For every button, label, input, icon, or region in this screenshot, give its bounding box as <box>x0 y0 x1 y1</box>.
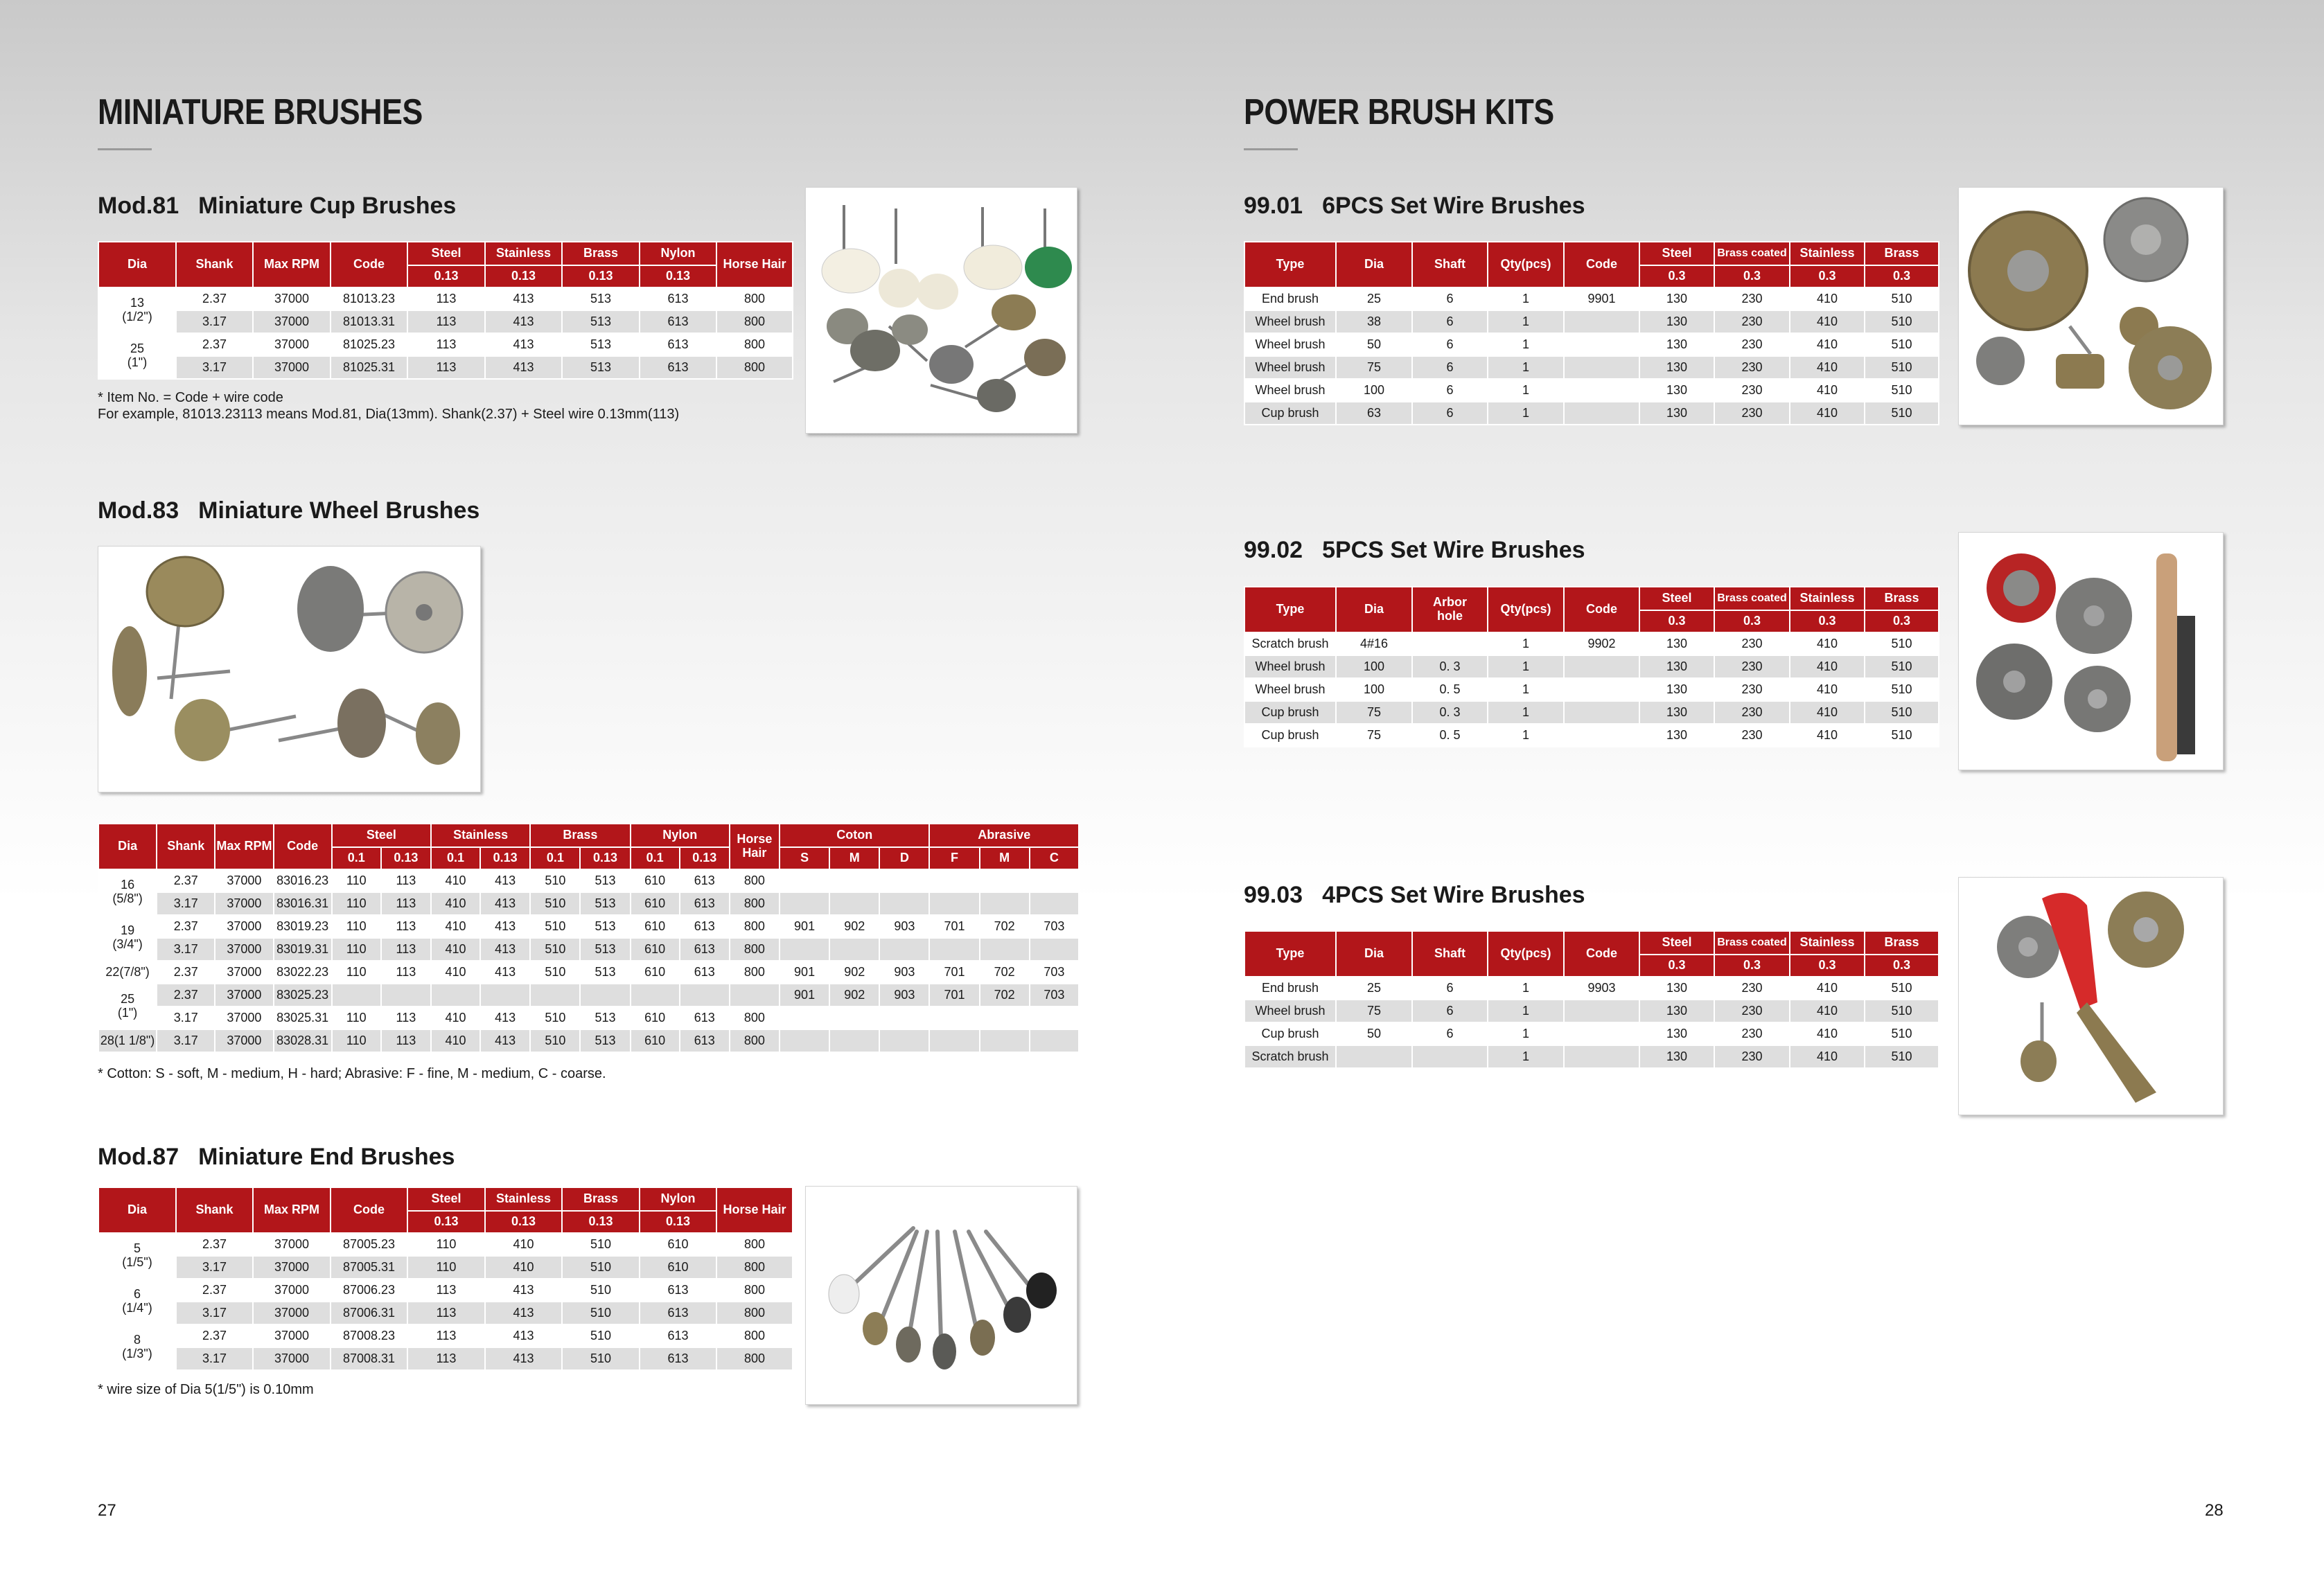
col-maxrpm: Max RPM <box>253 242 331 287</box>
col-brass-coated: Brass coated <box>1714 242 1790 265</box>
table-row: Cup brush 75 0. 5 1 130 230 410 510 <box>1244 724 1939 747</box>
col-stainless: Stainless <box>1790 242 1865 265</box>
dia-cell: 13 (1/2") <box>98 287 176 333</box>
table-row: 3.17 37000 87008.31 113 413 510 613 800 <box>98 1347 793 1370</box>
kit1-code: 99.01 <box>1244 193 1303 219</box>
mod81-note-2: For example, 81013.23113 means Mod.81, Dia(13mm). Shank(2.37) + Steel wire 0.13mm(113) <box>98 407 680 422</box>
table-row: Wheel brush 100 6 1 130 230 410 510 <box>1244 379 1939 402</box>
col-arbor-hole: Arbor hole <box>1412 587 1488 632</box>
grade-c: C <box>1030 847 1079 869</box>
wire-size: 0.13 <box>640 265 716 287</box>
col-steel: Steel <box>1639 587 1714 610</box>
mod81-heading <box>98 193 456 220</box>
mod81-table <box>98 241 793 380</box>
table-row: End brush 25 6 1 9901 130 230 410 510 <box>1244 287 1939 310</box>
wire-size: 0.3 <box>1639 265 1714 287</box>
grade-f: F <box>929 847 979 869</box>
mod83-code: Mod.83 <box>98 497 179 524</box>
wire-size: 0.1 <box>631 847 680 869</box>
right-page-title: POWER BRUSH KITS <box>1244 92 1554 132</box>
col-type: Type <box>1244 931 1336 977</box>
kit1-photo <box>1958 187 2224 425</box>
wire-size: 0.3 <box>1714 955 1790 977</box>
mod83-heading <box>98 497 479 524</box>
col-type: Type <box>1244 242 1336 287</box>
table-row: 19 (3/4") 2.37 37000 83019.23 110 113 410 413 510 513 610 613 800 901 902 903 701 702 703 <box>98 915 1079 938</box>
col-stainless: Stainless <box>1790 587 1865 610</box>
col-horsehair: Horse Hair <box>716 242 793 287</box>
table-row: 3.17 37000 83019.31 110 113 410 413 510 513 610 613 800 <box>98 938 1079 961</box>
dia-cell: 5 (1/5") <box>98 1233 176 1279</box>
wire-size: 0.13 <box>407 1211 485 1233</box>
wire-size: 0.3 <box>1865 265 1939 287</box>
dia-cell: 28(1 1/8") <box>98 1029 157 1052</box>
title-rule <box>1244 148 1298 150</box>
kit1-heading <box>1244 193 1585 220</box>
table-row: 3.17 37000 87005.31 110 410 510 610 800 <box>98 1256 793 1279</box>
col-brass: Brass <box>562 242 640 265</box>
wire-size: 0.1 <box>431 847 480 869</box>
mod83-name: Miniature Wheel Brushes <box>198 497 480 524</box>
wire-size: 0.13 <box>485 1211 562 1233</box>
table-row: Wheel brush 75 6 1 130 230 410 510 <box>1244 356 1939 379</box>
table-row: Wheel brush 50 6 1 130 230 410 510 <box>1244 333 1939 356</box>
mod87-name: Miniature End Brushes <box>198 1144 455 1170</box>
page-number-right: 28 <box>2205 1501 2224 1520</box>
mod81-name: Miniature Cup Brushes <box>198 193 457 219</box>
mod83-table <box>98 823 1080 1053</box>
col-stainless: Stainless <box>431 824 530 847</box>
kit3-heading <box>1244 882 1585 909</box>
table-row: 3.17 37000 83025.31 110 113 410 413 510 513 610 613 800 <box>98 1007 1079 1029</box>
wire-size: 0.1 <box>332 847 381 869</box>
kit2-illustration <box>1959 533 2224 770</box>
mod87-table <box>98 1187 793 1371</box>
kit2-table <box>1244 586 1939 747</box>
col-code: Code <box>331 1187 407 1233</box>
table-row: Wheel brush 75 6 1 130 230 410 510 <box>1244 1000 1939 1022</box>
wire-size: 0.13 <box>580 847 630 869</box>
wire-size: 0.3 <box>1790 610 1865 632</box>
grade-m: M <box>980 847 1030 869</box>
table-row: 3.17 37000 81025.31 113 413 513 613 800 <box>98 356 793 379</box>
col-nylon: Nylon <box>640 1187 716 1211</box>
col-dia: Dia <box>1336 931 1412 977</box>
col-qty: Qty(pcs) <box>1488 931 1564 977</box>
table-row: 3.17 37000 87006.31 113 413 510 613 800 <box>98 1302 793 1324</box>
col-maxrpm: Max RPM <box>215 824 273 869</box>
dia-cell: 16 (5/8") <box>98 869 157 915</box>
col-brass: Brass <box>530 824 630 847</box>
table-row: Wheel brush 100 0. 5 1 130 230 410 510 <box>1244 678 1939 701</box>
col-code: Code <box>1564 587 1639 632</box>
end-brushes-photo <box>805 1186 1077 1405</box>
title-rule <box>98 148 152 150</box>
grade-d: D <box>879 847 929 869</box>
left-page-title: MINIATURE BRUSHES <box>98 92 423 132</box>
table-row: 8 (1/3") 2.37 37000 87008.23 113 413 510 613 800 <box>98 1324 793 1347</box>
col-dia: Dia <box>98 824 157 869</box>
wire-size: 0.3 <box>1714 610 1790 632</box>
grade-s: S <box>780 847 829 869</box>
mod81-note-1: * Item No. = Code + wire code <box>98 390 283 405</box>
col-brass: Brass <box>1865 931 1939 955</box>
kit1-name: 6PCS Set Wire Brushes <box>1322 193 1585 219</box>
table-row: End brush 25 6 1 9903 130 230 410 510 <box>1244 977 1939 1000</box>
col-shank: Shank <box>176 242 253 287</box>
kit2-name: 5PCS Set Wire Brushes <box>1322 537 1585 563</box>
col-dia: Dia <box>98 242 176 287</box>
col-nylon: Nylon <box>631 824 730 847</box>
wheel-brushes-illustration <box>98 547 481 792</box>
col-nylon: Nylon <box>640 242 716 265</box>
table-row: 22(7/8") 2.37 37000 83022.23 110 113 410 413 510 513 610 613 800 901 902 903 701 702 703 <box>98 961 1079 984</box>
table-row: Scratch brush 1 130 230 410 510 <box>1244 1045 1939 1068</box>
col-horsehair: Horse Hair <box>730 824 780 869</box>
col-steel: Steel <box>332 824 431 847</box>
col-brass-coated: Brass coated <box>1714 931 1790 955</box>
col-type: Type <box>1244 587 1336 632</box>
wire-size: 0.13 <box>407 265 485 287</box>
dia-cell: 22(7/8") <box>98 961 157 984</box>
kit3-name: 4PCS Set Wire Brushes <box>1322 882 1585 908</box>
col-qty: Qty(pcs) <box>1488 587 1564 632</box>
col-brass: Brass <box>562 1187 640 1211</box>
col-shaft: Shaft <box>1412 931 1488 977</box>
wire-size: 0.3 <box>1790 265 1865 287</box>
col-steel: Steel <box>1639 931 1714 955</box>
col-dia: Dia <box>1336 587 1412 632</box>
wire-size: 0.13 <box>562 1211 640 1233</box>
cup-brushes-illustration <box>806 188 1077 434</box>
wire-size: 0.3 <box>1865 610 1939 632</box>
col-brass: Brass <box>1865 587 1939 610</box>
table-row: 6 (1/4") 2.37 37000 87006.23 113 413 510 613 800 <box>98 1279 793 1302</box>
dia-cell: 19 (3/4") <box>98 915 157 961</box>
wire-size: 0.3 <box>1639 610 1714 632</box>
dia-cell: 25 (1") <box>98 984 157 1029</box>
kit3-code: 99.03 <box>1244 882 1303 908</box>
wire-size: 0.13 <box>640 1211 716 1233</box>
wire-size: 0.13 <box>381 847 431 869</box>
mod87-heading <box>98 1144 455 1171</box>
wire-size: 0.13 <box>680 847 730 869</box>
kit2-code: 99.02 <box>1244 537 1303 563</box>
col-steel: Steel <box>1639 242 1714 265</box>
wire-size: 0.3 <box>1865 955 1939 977</box>
page-number-left: 27 <box>98 1501 116 1520</box>
col-steel: Steel <box>407 242 485 265</box>
mod83-note: * Cotton: S - soft, M - medium, H - hard; Abrasive: F - fine, M - medium, C - coarse. <box>98 1066 606 1081</box>
col-shank: Shank <box>176 1187 253 1233</box>
kit1-table <box>1244 241 1939 425</box>
table-row: 3.17 37000 81013.31 113 413 513 613 800 <box>98 310 793 333</box>
col-code: Code <box>1564 242 1639 287</box>
table-row: Cup brush 75 0. 3 1 130 230 410 510 <box>1244 701 1939 724</box>
wire-size: 0.3 <box>1714 265 1790 287</box>
wheel-brushes-photo <box>98 546 481 792</box>
table-row: 25 (1") 2.37 37000 83025.23 901 902 903 701 702 703 <box>98 984 1079 1007</box>
wire-size: 0.13 <box>562 265 640 287</box>
grade-m: M <box>829 847 879 869</box>
col-brass-coated: Brass coated <box>1714 587 1790 610</box>
dia-cell: 25 (1") <box>98 333 176 379</box>
table-row: Cup brush 63 6 1 130 230 410 510 <box>1244 402 1939 425</box>
table-row: 13 (1/2") 2.37 37000 81013.23 113 413 513 613 800 <box>98 287 793 310</box>
mod81-code: Mod.81 <box>98 193 179 219</box>
cup-brushes-photo <box>805 187 1077 434</box>
col-shank: Shank <box>157 824 215 869</box>
table-row: Wheel brush 100 0. 3 1 130 230 410 510 <box>1244 655 1939 678</box>
col-maxrpm: Max RPM <box>253 1187 331 1233</box>
col-stainless: Stainless <box>485 242 562 265</box>
kit3-illustration <box>1959 878 2224 1115</box>
kit1-illustration <box>1959 188 2224 425</box>
dia-cell: 8 (1/3") <box>98 1324 176 1370</box>
wire-size: 0.13 <box>485 265 562 287</box>
dia-cell: 6 (1/4") <box>98 1279 176 1324</box>
mod87-note: * wire size of Dia 5(1/5") is 0.10mm <box>98 1382 314 1397</box>
table-row: 5 (1/5") 2.37 37000 87005.23 110 410 510 610 800 <box>98 1233 793 1256</box>
mod87-code: Mod.87 <box>98 1144 179 1170</box>
col-dia: Dia <box>98 1187 176 1233</box>
wire-size: 0.13 <box>480 847 530 869</box>
kit3-photo <box>1958 877 2224 1115</box>
table-row: 25 (1") 2.37 37000 81025.23 113 413 513 613 800 <box>98 333 793 356</box>
col-code: Code <box>331 242 407 287</box>
col-stainless: Stainless <box>485 1187 562 1211</box>
kit2-heading <box>1244 537 1585 564</box>
col-shaft: Shaft <box>1412 242 1488 287</box>
wire-size: 0.1 <box>530 847 580 869</box>
col-code: Code <box>1564 931 1639 977</box>
table-row: Wheel brush 38 6 1 130 230 410 510 <box>1244 310 1939 333</box>
table-row: Scratch brush 4#16 1 9902 130 230 410 510 <box>1244 632 1939 655</box>
col-brass: Brass <box>1865 242 1939 265</box>
kit3-table <box>1244 930 1939 1069</box>
table-row: 16 (5/8") 2.37 37000 83016.23 110 113 410 413 510 513 610 613 800 <box>98 869 1079 892</box>
col-dia: Dia <box>1336 242 1412 287</box>
table-row: Cup brush 50 6 1 130 230 410 510 <box>1244 1022 1939 1045</box>
col-qty: Qty(pcs) <box>1488 242 1564 287</box>
col-steel: Steel <box>407 1187 485 1211</box>
col-stainless: Stainless <box>1790 931 1865 955</box>
col-code: Code <box>274 824 332 869</box>
table-row: 28(1 1/8") 3.17 37000 83028.31 110 113 410 413 510 513 610 613 800 <box>98 1029 1079 1052</box>
wire-size: 0.3 <box>1639 955 1714 977</box>
kit2-photo <box>1958 532 2224 770</box>
col-abrasive: Abrasive <box>929 824 1079 847</box>
col-horsehair: Horse Hair <box>716 1187 793 1233</box>
wire-size: 0.3 <box>1790 955 1865 977</box>
table-row: 3.17 37000 83016.31 110 113 410 413 510 513 610 613 800 <box>98 892 1079 915</box>
col-coton: Coton <box>780 824 929 847</box>
end-brushes-illustration <box>806 1187 1077 1405</box>
